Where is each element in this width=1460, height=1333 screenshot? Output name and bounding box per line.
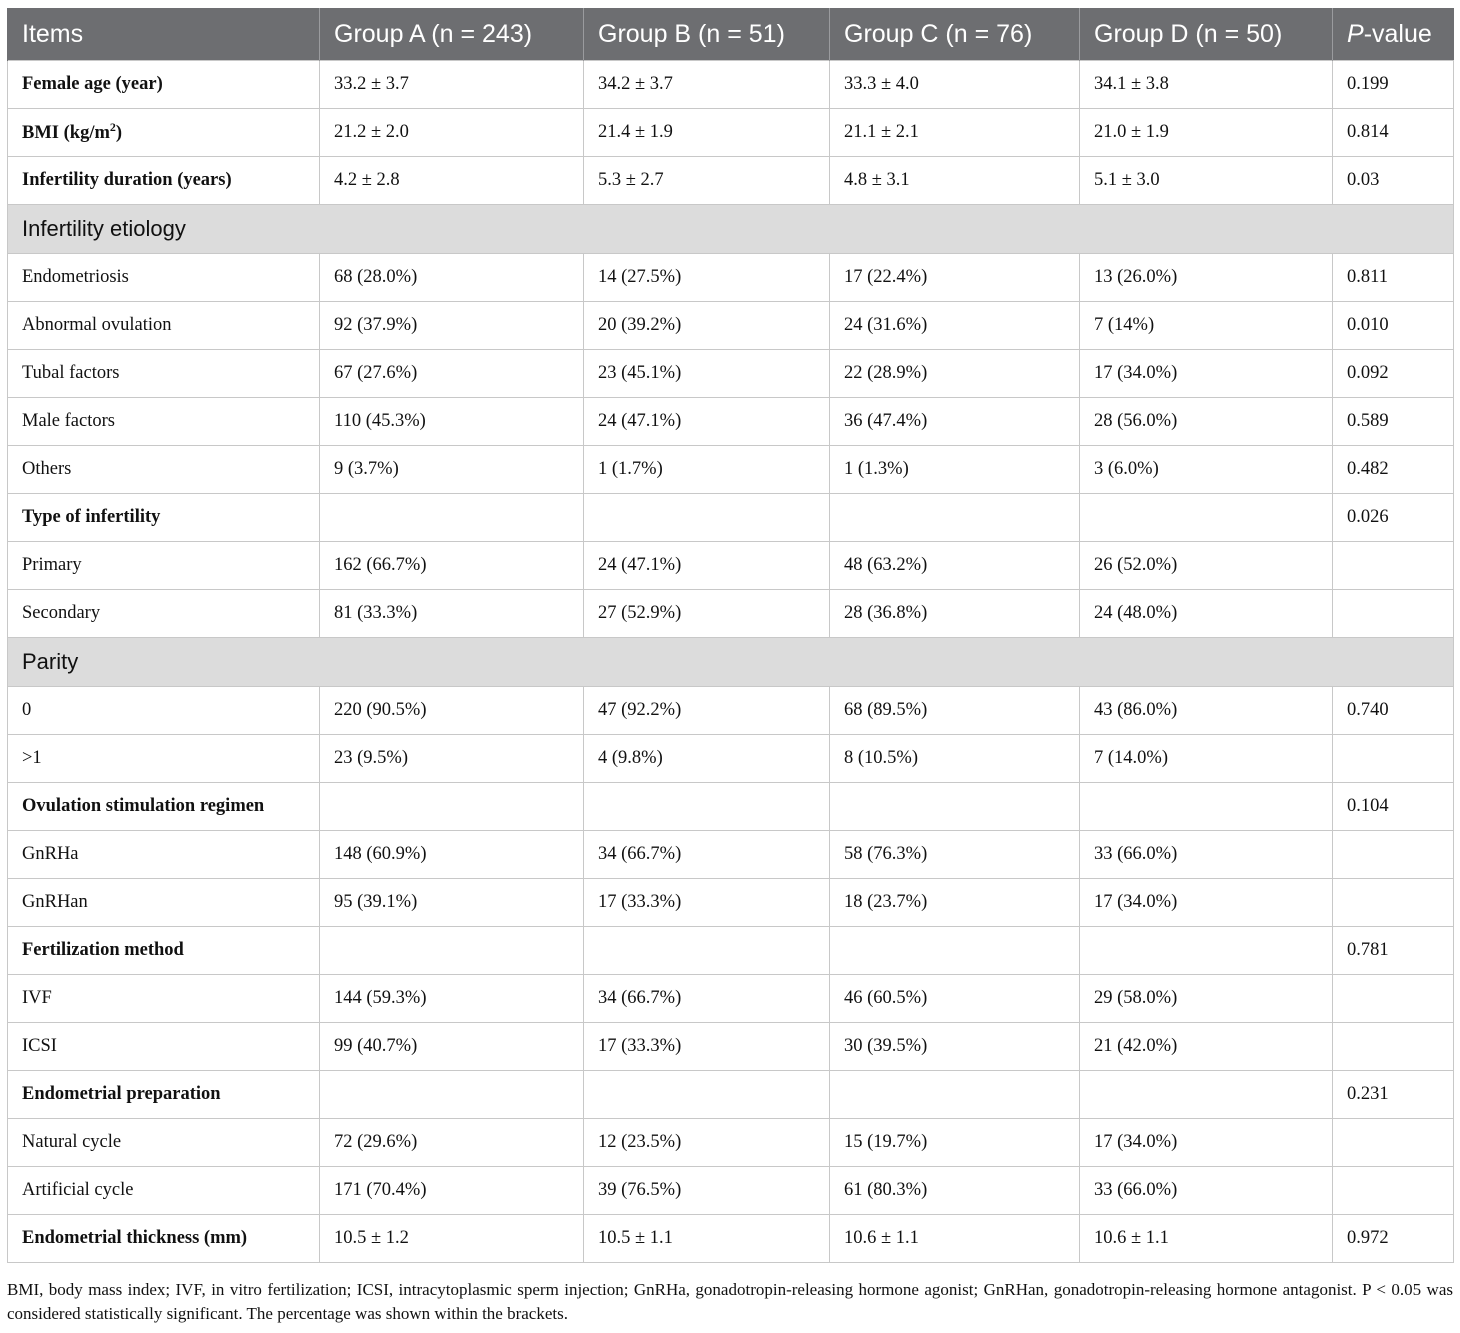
group-value-cell: 36 (47.4%) [830, 398, 1080, 446]
table-row [8, 61, 1454, 109]
table-row [8, 831, 1454, 879]
row-label: Male factors [8, 398, 320, 446]
group-value-cell [320, 783, 584, 831]
group-value-cell: 17 (34.0%) [1080, 879, 1333, 927]
p-value-cell [1333, 879, 1454, 927]
row-label-superscript: 2 [109, 120, 116, 135]
p-value-cell [1333, 1023, 1454, 1071]
group-value-cell: 5.3 ± 2.7 [584, 157, 830, 205]
group-value-cell: 24 (47.1%) [584, 542, 830, 590]
group-value-cell [830, 494, 1080, 542]
p-value-cell [1333, 542, 1454, 590]
group-value-cell: 7 (14.0%) [1080, 735, 1333, 783]
table-row [8, 687, 1454, 735]
header-group-c: Group C (n = 76) [830, 8, 1080, 61]
group-value-cell: 34 (66.7%) [584, 975, 830, 1023]
baseline-characteristics-table-container [7, 8, 1453, 1263]
group-value-cell: 144 (59.3%) [320, 975, 584, 1023]
table-row [8, 975, 1454, 1023]
p-value-cell: 0.104 [1333, 783, 1454, 831]
group-value-cell [830, 927, 1080, 975]
header-items: Items [8, 8, 320, 61]
table-row [8, 735, 1454, 783]
row-label: Endometrial thickness (mm) [8, 1215, 320, 1263]
group-value-cell: 9 (3.7%) [320, 446, 584, 494]
group-value-cell: 10.6 ± 1.1 [830, 1215, 1080, 1263]
table-row [8, 446, 1454, 494]
group-value-cell: 10.5 ± 1.2 [320, 1215, 584, 1263]
group-value-cell: 4.2 ± 2.8 [320, 157, 584, 205]
row-label: Infertility duration (years) [8, 157, 320, 205]
row-label [8, 109, 320, 157]
p-value-cell: 0.026 [1333, 494, 1454, 542]
section-title: Infertility etiology [8, 205, 1454, 254]
table-row [8, 783, 1454, 831]
row-label: Others [8, 446, 320, 494]
group-value-cell: 34 (66.7%) [584, 831, 830, 879]
baseline-characteristics-table [7, 8, 1454, 1263]
group-value-cell [584, 1071, 830, 1119]
group-value-cell [584, 494, 830, 542]
group-value-cell [830, 1071, 1080, 1119]
p-value-cell: 0.482 [1333, 446, 1454, 494]
group-value-cell: 20 (39.2%) [584, 302, 830, 350]
table-row [8, 302, 1454, 350]
group-value-cell: 17 (33.3%) [584, 879, 830, 927]
p-value-cell: 0.03 [1333, 157, 1454, 205]
table-body [8, 61, 1454, 1263]
group-value-cell: 5.1 ± 3.0 [1080, 157, 1333, 205]
group-value-cell: 110 (45.3%) [320, 398, 584, 446]
p-value-cell: 0.199 [1333, 61, 1454, 109]
group-value-cell [584, 927, 830, 975]
p-value-cell [1333, 590, 1454, 638]
group-value-cell: 21.2 ± 2.0 [320, 109, 584, 157]
group-value-cell: 1 (1.7%) [584, 446, 830, 494]
p-value-cell: 0.814 [1333, 109, 1454, 157]
group-value-cell: 34.2 ± 3.7 [584, 61, 830, 109]
table-row [8, 1023, 1454, 1071]
group-value-cell: 47 (92.2%) [584, 687, 830, 735]
group-value-cell: 4.8 ± 3.1 [830, 157, 1080, 205]
row-label: >1 [8, 735, 320, 783]
group-value-cell: 23 (9.5%) [320, 735, 584, 783]
group-value-cell: 171 (70.4%) [320, 1167, 584, 1215]
table-row [8, 398, 1454, 446]
row-label-suffix: ) [115, 123, 123, 144]
group-value-cell: 21.4 ± 1.9 [584, 109, 830, 157]
group-value-cell: 3 (6.0%) [1080, 446, 1333, 494]
group-value-cell [584, 783, 830, 831]
row-label: Type of infertility [8, 494, 320, 542]
group-value-cell: 48 (63.2%) [830, 542, 1080, 590]
group-value-cell: 8 (10.5%) [830, 735, 1080, 783]
p-value-cell [1333, 1167, 1454, 1215]
group-value-cell: 39 (76.5%) [584, 1167, 830, 1215]
table-row [8, 542, 1454, 590]
p-value-cell [1333, 831, 1454, 879]
group-value-cell: 26 (52.0%) [1080, 542, 1333, 590]
group-value-cell: 21 (42.0%) [1080, 1023, 1333, 1071]
row-label: Endometrial preparation [8, 1071, 320, 1119]
group-value-cell: 28 (36.8%) [830, 590, 1080, 638]
group-value-cell: 61 (80.3%) [830, 1167, 1080, 1215]
group-value-cell: 43 (86.0%) [1080, 687, 1333, 735]
row-label: Female age (year) [8, 61, 320, 109]
group-value-cell: 17 (33.3%) [584, 1023, 830, 1071]
table-row [8, 1215, 1454, 1263]
group-value-cell [320, 494, 584, 542]
group-value-cell: 15 (19.7%) [830, 1119, 1080, 1167]
table-row [8, 254, 1454, 302]
table-row [8, 109, 1454, 157]
group-value-cell [1080, 494, 1333, 542]
group-value-cell [830, 783, 1080, 831]
p-value-cell: 0.811 [1333, 254, 1454, 302]
section-header-row [8, 638, 1454, 687]
group-value-cell: 92 (37.9%) [320, 302, 584, 350]
table-row [8, 494, 1454, 542]
group-value-cell: 14 (27.5%) [584, 254, 830, 302]
group-value-cell: 68 (89.5%) [830, 687, 1080, 735]
p-value-cell: 0.231 [1333, 1071, 1454, 1119]
group-value-cell: 4 (9.8%) [584, 735, 830, 783]
group-value-cell: 67 (27.6%) [320, 350, 584, 398]
group-value-cell: 10.6 ± 1.1 [1080, 1215, 1333, 1263]
group-value-cell: 22 (28.9%) [830, 350, 1080, 398]
group-value-cell [1080, 1071, 1333, 1119]
header-group-d: Group D (n = 50) [1080, 8, 1333, 61]
group-value-cell: 95 (39.1%) [320, 879, 584, 927]
group-value-cell: 21.0 ± 1.9 [1080, 109, 1333, 157]
header-p-value [1333, 8, 1454, 61]
p-value-cell: 0.092 [1333, 350, 1454, 398]
p-value-cell [1333, 735, 1454, 783]
table-row [8, 1167, 1454, 1215]
table-row [8, 157, 1454, 205]
group-value-cell [320, 1071, 584, 1119]
group-value-cell: 17 (22.4%) [830, 254, 1080, 302]
p-value-cell: 0.010 [1333, 302, 1454, 350]
table-row [8, 590, 1454, 638]
group-value-cell: 148 (60.9%) [320, 831, 584, 879]
header-p-suffix: -value [1363, 19, 1432, 48]
group-value-cell: 33 (66.0%) [1080, 1167, 1333, 1215]
group-value-cell [1080, 783, 1333, 831]
group-value-cell: 24 (48.0%) [1080, 590, 1333, 638]
p-value-cell: 0.589 [1333, 398, 1454, 446]
group-value-cell: 17 (34.0%) [1080, 1119, 1333, 1167]
p-value-cell: 0.972 [1333, 1215, 1454, 1263]
row-label: Endometriosis [8, 254, 320, 302]
group-value-cell: 24 (47.1%) [584, 398, 830, 446]
group-value-cell: 24 (31.6%) [830, 302, 1080, 350]
row-label: Ovulation stimulation regimen [8, 783, 320, 831]
group-value-cell: 33.3 ± 4.0 [830, 61, 1080, 109]
group-value-cell: 30 (39.5%) [830, 1023, 1080, 1071]
row-label: IVF [8, 975, 320, 1023]
group-value-cell: 99 (40.7%) [320, 1023, 584, 1071]
header-group-a: Group A (n = 243) [320, 8, 584, 61]
section-title: Parity [8, 638, 1454, 687]
header-row [8, 8, 1454, 61]
row-label-text: BMI (kg/m [22, 123, 110, 144]
group-value-cell: 72 (29.6%) [320, 1119, 584, 1167]
group-value-cell: 68 (28.0%) [320, 254, 584, 302]
p-value-cell [1333, 1119, 1454, 1167]
row-label: Natural cycle [8, 1119, 320, 1167]
group-value-cell: 28 (56.0%) [1080, 398, 1333, 446]
row-label: GnRHan [8, 879, 320, 927]
header-p-italic: P [1347, 19, 1364, 48]
group-value-cell: 18 (23.7%) [830, 879, 1080, 927]
row-label: GnRHa [8, 831, 320, 879]
row-label: ICSI [8, 1023, 320, 1071]
group-value-cell: 17 (34.0%) [1080, 350, 1333, 398]
table-row [8, 879, 1454, 927]
group-value-cell: 33.2 ± 3.7 [320, 61, 584, 109]
row-label: Artificial cycle [8, 1167, 320, 1215]
group-value-cell: 13 (26.0%) [1080, 254, 1333, 302]
group-value-cell: 10.5 ± 1.1 [584, 1215, 830, 1263]
row-label: Tubal factors [8, 350, 320, 398]
group-value-cell [320, 927, 584, 975]
p-value-cell: 0.740 [1333, 687, 1454, 735]
table-row [8, 1071, 1454, 1119]
group-value-cell: 81 (33.3%) [320, 590, 584, 638]
group-value-cell: 34.1 ± 3.8 [1080, 61, 1333, 109]
row-label: Secondary [8, 590, 320, 638]
table-row [8, 350, 1454, 398]
group-value-cell: 29 (58.0%) [1080, 975, 1333, 1023]
group-value-cell [1080, 927, 1333, 975]
group-value-cell: 33 (66.0%) [1080, 831, 1333, 879]
group-value-cell: 23 (45.1%) [584, 350, 830, 398]
section-header-row [8, 205, 1454, 254]
group-value-cell: 27 (52.9%) [584, 590, 830, 638]
p-value-cell [1333, 975, 1454, 1023]
group-value-cell: 21.1 ± 2.1 [830, 109, 1080, 157]
row-label: Abnormal ovulation [8, 302, 320, 350]
table-footnote: BMI, body mass index; IVF, in vitro fertilization; ICSI, intracytoplasmic sperm injection; GnRHa, gonadotropin-releasing hormone agonist; GnRHan, gonadotropin-releasing hormone antagonist. P < 0.05 was considered statistically significant. The percentage was shown within the brackets. [7, 1280, 1453, 1323]
header-group-b: Group B (n = 51) [584, 8, 830, 61]
group-value-cell: 58 (76.3%) [830, 831, 1080, 879]
row-label: 0 [8, 687, 320, 735]
p-value-cell: 0.781 [1333, 927, 1454, 975]
group-value-cell: 220 (90.5%) [320, 687, 584, 735]
group-value-cell: 1 (1.3%) [830, 446, 1080, 494]
group-value-cell: 46 (60.5%) [830, 975, 1080, 1023]
table-row [8, 1119, 1454, 1167]
row-label: Fertilization method [8, 927, 320, 975]
group-value-cell: 7 (14%) [1080, 302, 1333, 350]
table-row [8, 927, 1454, 975]
row-label: Primary [8, 542, 320, 590]
group-value-cell: 162 (66.7%) [320, 542, 584, 590]
group-value-cell: 12 (23.5%) [584, 1119, 830, 1167]
